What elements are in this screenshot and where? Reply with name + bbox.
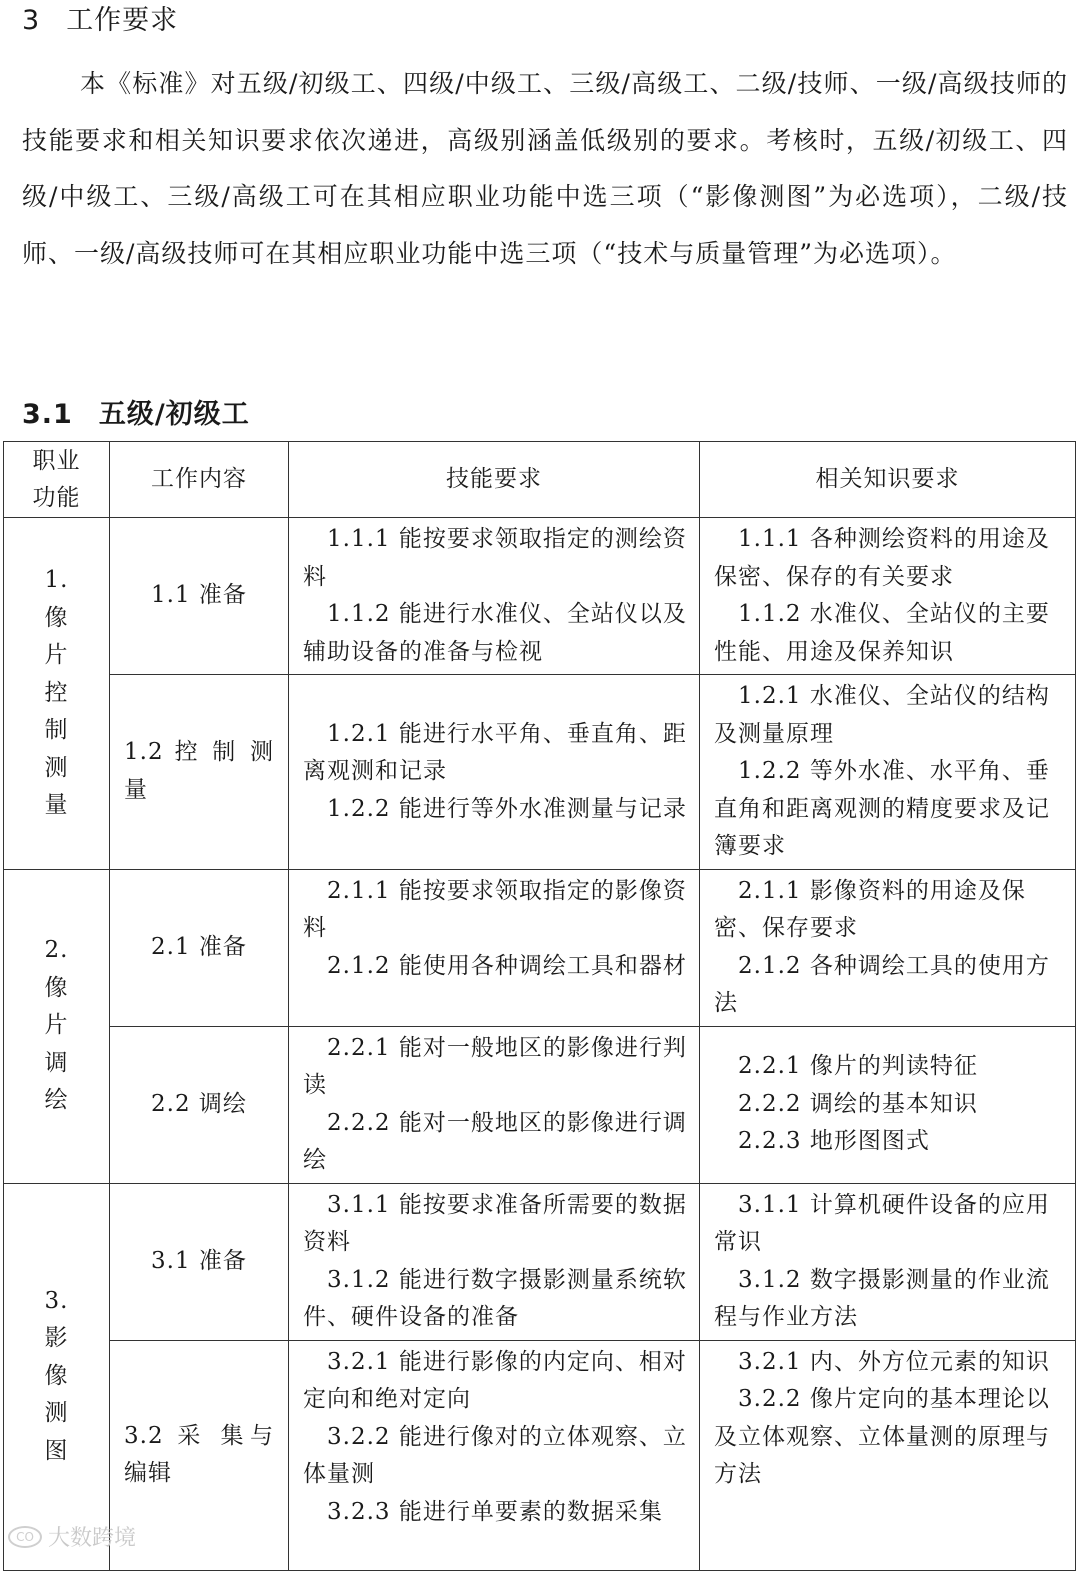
watermark	[8, 1521, 136, 1552]
work-cell: 2.1 准备	[110, 869, 289, 1026]
work-cell: 3.1 准备	[110, 1183, 289, 1340]
subsection-title	[22, 396, 250, 434]
knowledge-cell: 3.2.1 内、外方位元素的知识 3.2.2 像片定向的基本理论以及立体观察、立体量测的原理与方法	[700, 1340, 1076, 1570]
header-function: 职业 功能	[4, 442, 110, 518]
work-cell: 1.2 控 制 测量	[110, 675, 289, 870]
watermark-text: 大数跨境	[48, 1526, 137, 1551]
section-number: 3	[22, 5, 41, 36]
section-title	[22, 2, 178, 40]
knowledge-cell: 1.1.1 各种测绘资料的用途及保密、保存的有关要求 1.1.2 水准仪、全站仪的主要性能、用途及保养知识	[700, 518, 1076, 675]
skill-cell: 3.1.1 能按要求准备所需要的数据资料 3.1.2 能进行数字摄影测量系统软件、硬件设备的准备	[289, 1183, 700, 1340]
requirements-table	[3, 441, 1076, 1571]
watermark-logo-icon: CO	[8, 1526, 42, 1548]
function-cell: 3. 影 像 测 图	[4, 1183, 110, 1570]
table-row	[4, 1183, 1076, 1340]
work-cell: 2.2 调绘	[110, 1026, 289, 1183]
knowledge-cell: 3.1.1 计算机硬件设备的应用常识 3.1.2 数字摄影测量的作业流程与作业方法	[700, 1183, 1076, 1340]
function-cell: 2. 像 片 调 绘	[4, 869, 110, 1183]
function-cell: 1. 像 片 控 制 测 量	[4, 518, 110, 870]
table-header-row	[4, 442, 1076, 518]
work-cell: 1.1 准备	[110, 518, 289, 675]
table-row	[4, 869, 1076, 1026]
skill-cell: 1.1.1 能按要求领取指定的测绘资料 1.1.2 能进行水准仪、全站仪以及辅助设备的准备与检视	[289, 518, 700, 675]
header-work: 工作内容	[110, 442, 289, 518]
table-row	[4, 518, 1076, 675]
knowledge-cell: 1.2.1 水准仪、全站仪的结构及测量原理 1.2.2 等外水准、水平角、垂直角和距离观测的精度要求及记簿要求	[700, 675, 1076, 870]
subsection-title-text: 五级/初级工	[98, 399, 250, 430]
table-row	[4, 1026, 1076, 1183]
table-row	[4, 675, 1076, 870]
knowledge-cell: 2.1.1 影像资料的用途及保密、保存要求 2.1.2 各种调绘工具的使用方法	[700, 869, 1076, 1026]
subsection-number: 3.1	[22, 399, 73, 430]
skill-cell: 1.2.1 能进行水平角、垂直角、距离观测和记录 1.2.2 能进行等外水准测量与记录	[289, 675, 700, 870]
skill-cell: 2.1.1 能按要求领取指定的影像资料 2.1.2 能使用各种调绘工具和器材	[289, 869, 700, 1026]
knowledge-cell: 2.2.1 像片的判读特征 2.2.2 调绘的基本知识 2.2.3 地形图图式	[700, 1026, 1076, 1183]
intro-paragraph: 本《标准》对五级/初级工、四级/中级工、三级/高级工、二级/技师、一级/高级技师的技能要求和相关知识要求依次递进，高级别涵盖低级别的要求。考核时，五级/初级工、四级/中级工、三级/高级工可在其相应职业功能中选三项（“影像测图”为必选项），二级/技师、一级/高级技师可在其相应职业功能中选三项（“技术与质量管理”为必选项）。	[22, 69, 1068, 268]
header-knowledge: 相关知识要求	[700, 442, 1076, 518]
skill-cell: 2.2.1 能对一般地区的影像进行判读 2.2.2 能对一般地区的影像进行调绘	[289, 1026, 700, 1183]
skill-cell: 3.2.1 能进行影像的内定向、相对定向和绝对定向 3.2.2 能进行像对的立体观察、立体量测 3.2.3 能进行单要素的数据采集	[289, 1340, 700, 1570]
header-skill: 技能要求	[289, 442, 700, 518]
work-cell: 3.2 采 集与编辑	[110, 1340, 289, 1570]
table-row	[4, 1340, 1076, 1570]
section-title-text: 工作要求	[66, 5, 179, 36]
